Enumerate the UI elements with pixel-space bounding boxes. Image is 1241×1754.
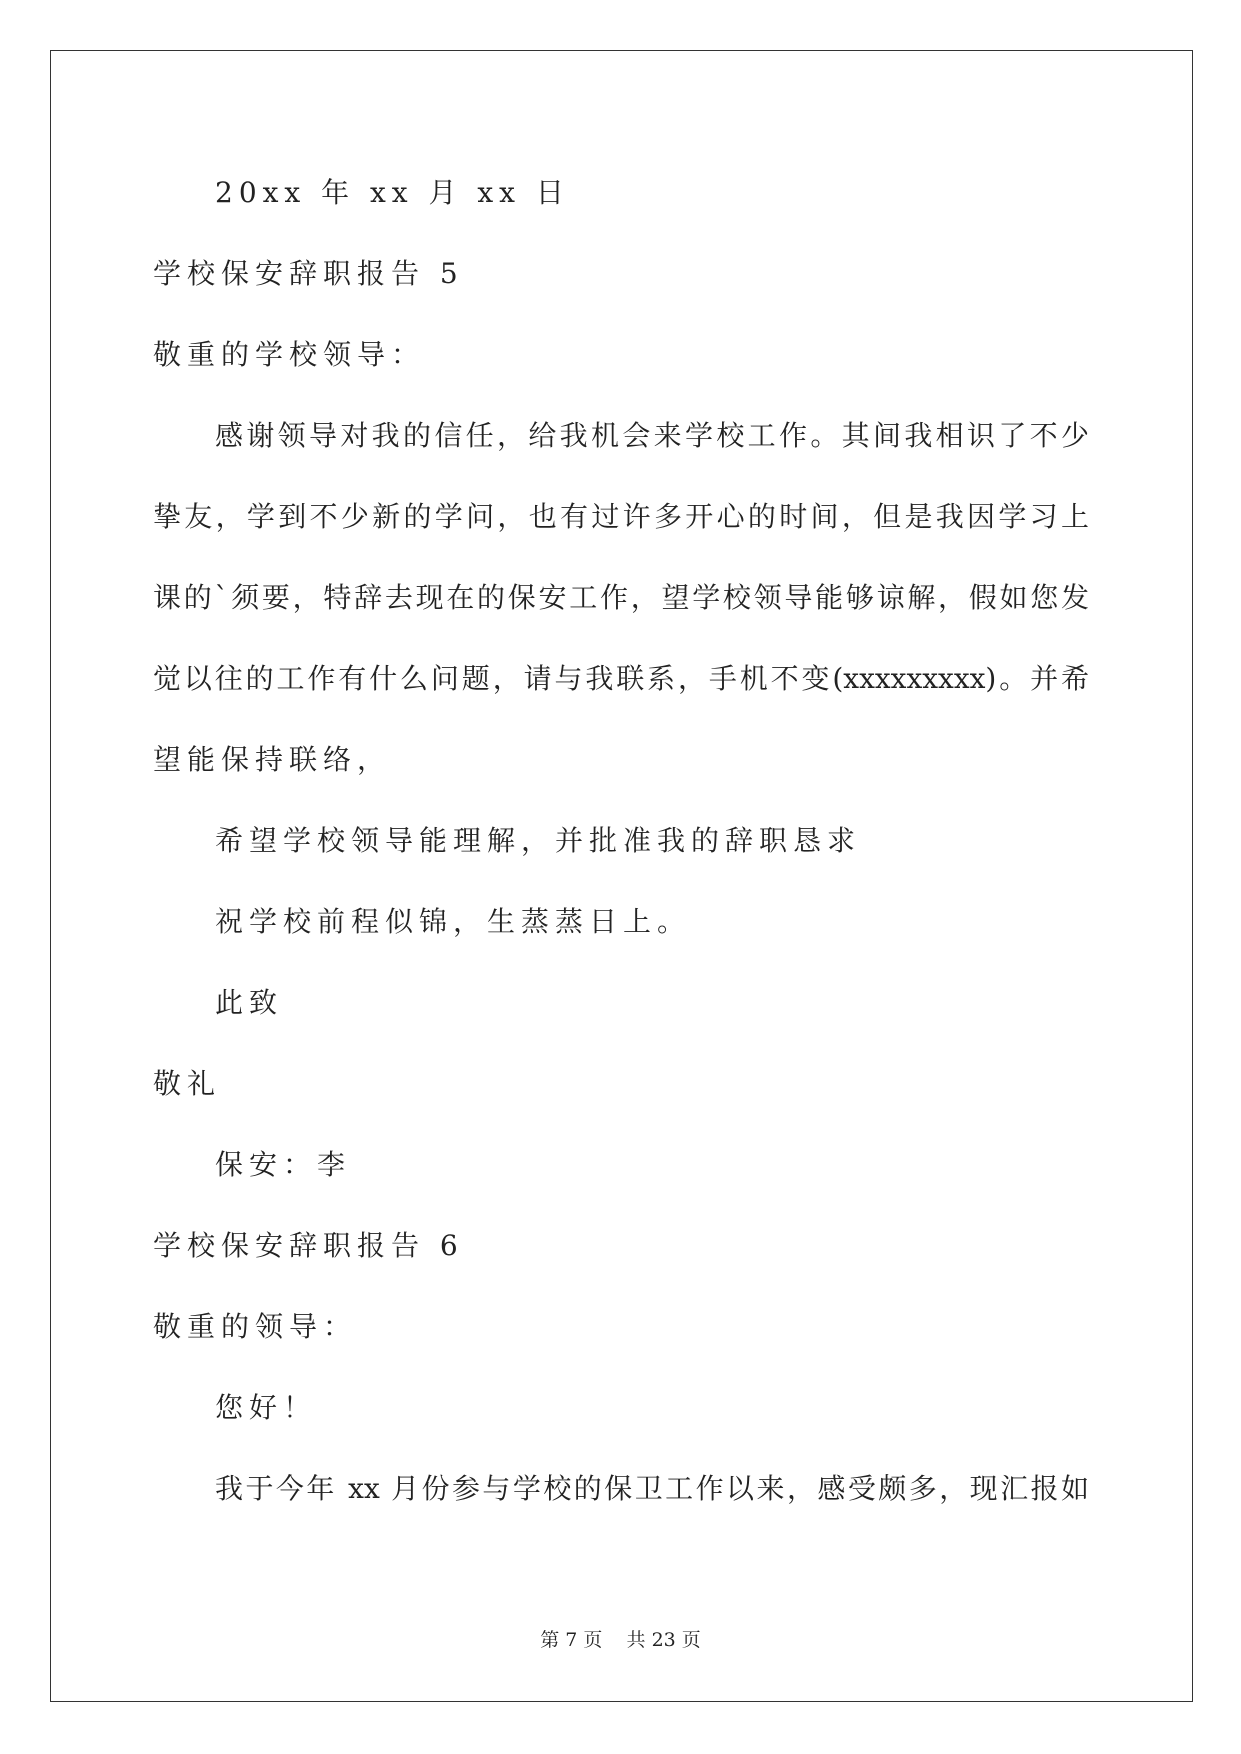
closing-line: 此致 [215, 986, 284, 1019]
paragraph-line: 祝学校前程似锦，生蒸蒸日上。 [215, 905, 692, 938]
paragraph-line: 感谢领导对我的信任，给我机会来学校工作。其间我相识了不少 [215, 419, 1089, 452]
section-heading-5: 学校保安辞职报告 5 [153, 257, 464, 290]
closing-line: 敬礼 [153, 1067, 222, 1100]
paragraph-line: 课的`须要，特辞去现在的保安工作，望学校领导能够谅解，假如您发 [153, 581, 1089, 614]
paragraph-line: 希望学校领导能理解，并批准我的辞职恳求 [215, 824, 862, 857]
signature-line: 保安：李 [215, 1148, 352, 1181]
page-frame [50, 50, 1193, 1702]
greeting-line: 您好！ [215, 1391, 318, 1424]
salutation: 敬重的学校领导： [153, 338, 426, 371]
salutation: 敬重的领导： [153, 1310, 358, 1343]
page-number: 第 7 页 [540, 1629, 603, 1651]
date-line: 20xx 年 xx 月 xx 日 [215, 176, 570, 209]
paragraph-line: 望能保持联络， [153, 743, 392, 776]
section-heading-6: 学校保安辞职报告 6 [153, 1229, 464, 1262]
paragraph-line: 我于今年 xx 月份参与学校的保卫工作以来，感受颇多，现汇报如 [215, 1472, 1089, 1505]
paragraph-line: 挚友，学到不少新的学问，也有过许多开心的时间，但是我因学习上 [153, 500, 1089, 533]
paragraph-line: 觉以往的工作有什么问题，请与我联系，手机不变(xxxxxxxxx)。并希 [153, 662, 1089, 695]
page-footer [0, 1626, 1241, 1654]
page-total: 共 23 页 [626, 1629, 701, 1651]
